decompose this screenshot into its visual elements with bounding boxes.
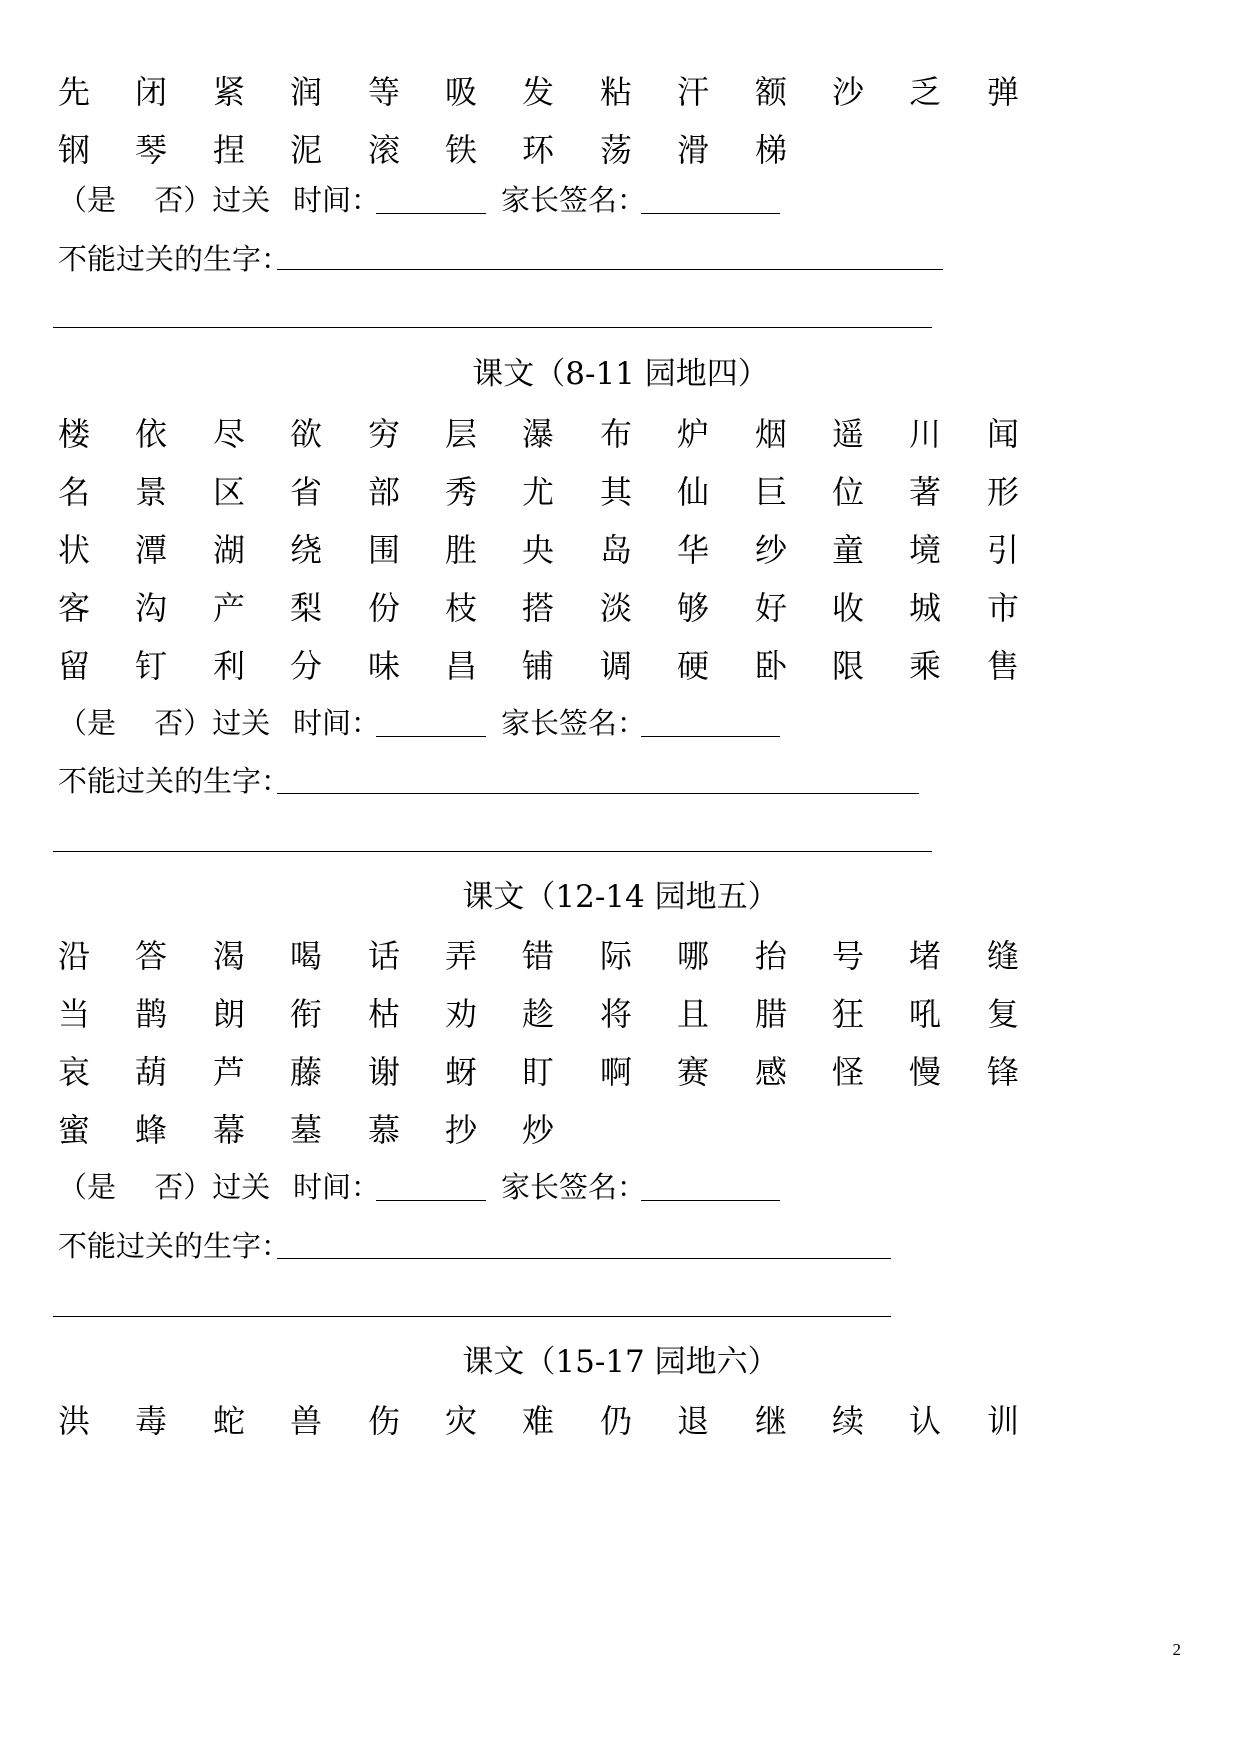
hanzi-char: 枝 [445, 589, 478, 627]
hanzi-char: 依 [135, 415, 168, 453]
hanzi-char: 区 [213, 473, 246, 511]
hanzi-char: 训 [987, 1402, 1020, 1440]
hanzi-char: 沟 [135, 589, 168, 627]
fail-blank[interactable] [277, 1258, 891, 1259]
hanzi-char: 劝 [445, 995, 478, 1033]
hanzi-char: 幕 [213, 1111, 246, 1149]
hanzi-char: 分 [290, 647, 323, 685]
hanzi-char: 号 [832, 937, 865, 975]
hanzi-char: 衔 [290, 995, 323, 1033]
hanzi-char: 抄 [445, 1111, 478, 1149]
hanzi-char: 瀑 [522, 415, 555, 453]
hanzi-char: 铺 [522, 647, 555, 685]
hanzi-char: 名 [58, 473, 91, 511]
hanzi-char: 缝 [987, 937, 1020, 975]
sign-label: 家长签名： [501, 1170, 647, 1204]
hanzi-char: 毒 [135, 1402, 168, 1440]
hanzi-char: 好 [755, 589, 788, 627]
hanzi-char: 慢 [909, 1053, 942, 1091]
hanzi-char: 售 [987, 647, 1020, 685]
hanzi-char: 弹 [987, 73, 1020, 111]
char-row [58, 644, 1178, 688]
sign-label: 家长签名： [501, 706, 647, 740]
hanzi-char: 弄 [445, 937, 478, 975]
char-row [58, 470, 1178, 514]
char-row [58, 586, 1178, 630]
hanzi-char: 穷 [368, 415, 401, 453]
hanzi-char: 硬 [677, 647, 710, 685]
hanzi-char: 汗 [677, 73, 710, 111]
hanzi-char: 吼 [909, 995, 942, 1033]
hanzi-char: 抬 [755, 937, 788, 975]
hanzi-char: 胜 [445, 531, 478, 569]
hanzi-char: 荡 [600, 131, 633, 169]
hanzi-char: 腊 [755, 995, 788, 1033]
hanzi-char: 湖 [213, 531, 246, 569]
hanzi-char: 烟 [755, 415, 788, 453]
hanzi-char: 喝 [290, 937, 323, 975]
hanzi-char: 滚 [368, 131, 401, 169]
hanzi-char: 留 [58, 647, 91, 685]
hanzi-char: 秀 [445, 473, 478, 511]
hanzi-char: 蜂 [135, 1111, 168, 1149]
hanzi-char: 闭 [135, 73, 168, 111]
hanzi-char: 其 [600, 473, 633, 511]
hanzi-char: 灾 [445, 1402, 478, 1440]
char-row [58, 1050, 1178, 1094]
hanzi-char: 续 [832, 1402, 865, 1440]
hanzi-char: 炒 [522, 1111, 555, 1149]
hanzi-char: 墓 [290, 1111, 323, 1149]
time-blank[interactable] [376, 1200, 486, 1201]
hanzi-char: 尽 [213, 415, 246, 453]
hanzi-char: 绕 [290, 531, 323, 569]
pass-choice: （是 否）过关 [58, 1170, 271, 1204]
hanzi-char: 巨 [755, 473, 788, 511]
time-label: 时间： [293, 706, 381, 740]
page-number: 2 [1172, 1640, 1181, 1659]
hanzi-char: 景 [135, 473, 168, 511]
hanzi-char: 够 [677, 589, 710, 627]
hanzi-char: 额 [755, 73, 788, 111]
hanzi-char: 潭 [135, 531, 168, 569]
hanzi-char: 琴 [135, 131, 168, 169]
hanzi-char: 退 [677, 1402, 710, 1440]
pass-choice: （是 否）过关 [58, 183, 271, 217]
hanzi-char: 赛 [677, 1053, 710, 1091]
hanzi-char: 渴 [213, 937, 246, 975]
hanzi-char: 状 [58, 531, 91, 569]
fail-label: 不能过关的生字： [58, 1229, 291, 1263]
hanzi-char: 铁 [445, 131, 478, 169]
fail-line [58, 761, 290, 801]
hanzi-char: 客 [58, 589, 91, 627]
hanzi-char: 慕 [368, 1111, 401, 1149]
hanzi-char: 形 [987, 473, 1020, 511]
hanzi-char: 乘 [909, 647, 942, 685]
hanzi-char: 锋 [987, 1053, 1020, 1091]
hanzi-char: 钢 [58, 131, 91, 169]
hanzi-char: 等 [368, 73, 401, 111]
hanzi-char: 纱 [755, 531, 788, 569]
hanzi-char: 哀 [58, 1053, 91, 1091]
section-title: 课文（8-11 园地四） [472, 356, 769, 392]
hanzi-char: 滑 [677, 131, 710, 169]
section-title: 课文（12-14 园地五） [462, 879, 779, 915]
hanzi-char: 岛 [600, 531, 633, 569]
hanzi-char: 闻 [987, 415, 1020, 453]
hanzi-char: 卧 [755, 647, 788, 685]
hanzi-char: 蛇 [213, 1402, 246, 1440]
hanzi-char: 朗 [213, 995, 246, 1033]
hanzi-char: 城 [909, 589, 942, 627]
fail-blank[interactable] [277, 793, 919, 794]
hanzi-char: 楼 [58, 415, 91, 453]
hanzi-char: 枯 [368, 995, 401, 1033]
hanzi-char: 沿 [58, 937, 91, 975]
hanzi-char: 份 [368, 589, 401, 627]
hanzi-char: 尤 [522, 473, 555, 511]
hanzi-char: 环 [522, 131, 555, 169]
hanzi-char: 藤 [290, 1053, 323, 1091]
hanzi-char: 且 [677, 995, 710, 1033]
hanzi-char: 难 [522, 1402, 555, 1440]
sign-blank[interactable] [641, 736, 780, 737]
hanzi-char: 吸 [445, 73, 478, 111]
char-row [58, 1108, 1178, 1152]
sign-blank[interactable] [641, 213, 780, 214]
hanzi-char: 欲 [290, 415, 323, 453]
hanzi-char: 梯 [755, 131, 788, 169]
fail-blank-second[interactable] [53, 1316, 891, 1317]
hanzi-char: 发 [522, 73, 555, 111]
hanzi-char: 伤 [368, 1402, 401, 1440]
time-label: 时间： [293, 1170, 381, 1204]
hanzi-char: 错 [522, 937, 555, 975]
hanzi-char: 仙 [677, 473, 710, 511]
fail-line [58, 1226, 290, 1266]
hanzi-char: 芦 [213, 1053, 246, 1091]
hanzi-char: 华 [677, 531, 710, 569]
hanzi-char: 收 [832, 589, 865, 627]
hanzi-char: 境 [909, 531, 942, 569]
hanzi-char: 洪 [58, 1402, 91, 1440]
hanzi-char: 童 [832, 531, 865, 569]
hanzi-char: 利 [213, 647, 246, 685]
hanzi-char: 布 [600, 415, 633, 453]
hanzi-char: 省 [290, 473, 323, 511]
hanzi-char: 仍 [600, 1402, 633, 1440]
hanzi-char: 捏 [213, 131, 246, 169]
hanzi-char: 泥 [290, 131, 323, 169]
fail-blank-second[interactable] [53, 851, 932, 852]
hanzi-char: 谢 [368, 1053, 401, 1091]
hanzi-char: 哪 [677, 937, 710, 975]
hanzi-char: 遥 [832, 415, 865, 453]
time-label: 时间： [293, 183, 381, 217]
fail-blank[interactable] [277, 269, 943, 270]
hanzi-char: 润 [290, 73, 323, 111]
hanzi-char: 央 [522, 531, 555, 569]
fail-label: 不能过关的生字： [58, 764, 291, 798]
hanzi-char: 蜜 [58, 1111, 91, 1149]
hanzi-char: 炉 [677, 415, 710, 453]
fail-line [58, 239, 290, 279]
hanzi-char: 限 [832, 647, 865, 685]
hanzi-char: 钉 [135, 647, 168, 685]
hanzi-char: 味 [368, 647, 401, 685]
hanzi-char: 感 [755, 1053, 788, 1091]
char-row [58, 412, 1178, 456]
hanzi-char: 层 [445, 415, 478, 453]
hanzi-char: 产 [213, 589, 246, 627]
char-row [58, 934, 1178, 978]
hanzi-char: 沙 [832, 73, 865, 111]
hanzi-char: 认 [909, 1402, 942, 1440]
hanzi-char: 蚜 [445, 1053, 478, 1091]
hanzi-char: 葫 [135, 1053, 168, 1091]
hanzi-char: 啊 [600, 1053, 633, 1091]
hanzi-char: 答 [135, 937, 168, 975]
hanzi-char: 紧 [213, 73, 246, 111]
section-title: 课文（15-17 园地六） [462, 1344, 779, 1380]
hanzi-char: 当 [58, 995, 91, 1033]
char-row [58, 70, 1178, 114]
hanzi-char: 围 [368, 531, 401, 569]
char-row [58, 992, 1178, 1036]
hanzi-char: 川 [909, 415, 942, 453]
hanzi-char: 趁 [522, 995, 555, 1033]
hanzi-char: 著 [909, 473, 942, 511]
hanzi-char: 昌 [445, 647, 478, 685]
hanzi-char: 淡 [600, 589, 633, 627]
time-blank[interactable] [376, 213, 486, 214]
char-row [58, 128, 1178, 172]
hanzi-char: 盯 [522, 1053, 555, 1091]
hanzi-char: 乏 [909, 73, 942, 111]
hanzi-char: 搭 [522, 589, 555, 627]
hanzi-char: 狂 [832, 995, 865, 1033]
pass-choice: （是 否）过关 [58, 706, 271, 740]
char-row [58, 1399, 1178, 1443]
hanzi-char: 怪 [832, 1053, 865, 1091]
hanzi-char: 部 [368, 473, 401, 511]
hanzi-char: 话 [368, 937, 401, 975]
hanzi-char: 调 [600, 647, 633, 685]
hanzi-char: 引 [987, 531, 1020, 569]
hanzi-char: 兽 [290, 1402, 323, 1440]
hanzi-char: 将 [600, 995, 633, 1033]
hanzi-char: 鹊 [135, 995, 168, 1033]
hanzi-char: 位 [832, 473, 865, 511]
fail-blank-second[interactable] [53, 327, 932, 328]
time-blank[interactable] [376, 736, 486, 737]
hanzi-char: 际 [600, 937, 633, 975]
hanzi-char: 复 [987, 995, 1020, 1033]
sign-blank[interactable] [641, 1200, 780, 1201]
hanzi-char: 先 [58, 73, 91, 111]
hanzi-char: 继 [755, 1402, 788, 1440]
char-row [58, 528, 1178, 572]
fail-label: 不能过关的生字： [58, 242, 291, 276]
hanzi-char: 梨 [290, 589, 323, 627]
hanzi-char: 堵 [909, 937, 942, 975]
hanzi-char: 粘 [600, 73, 633, 111]
sign-label: 家长签名： [501, 183, 647, 217]
hanzi-char: 市 [987, 589, 1020, 627]
